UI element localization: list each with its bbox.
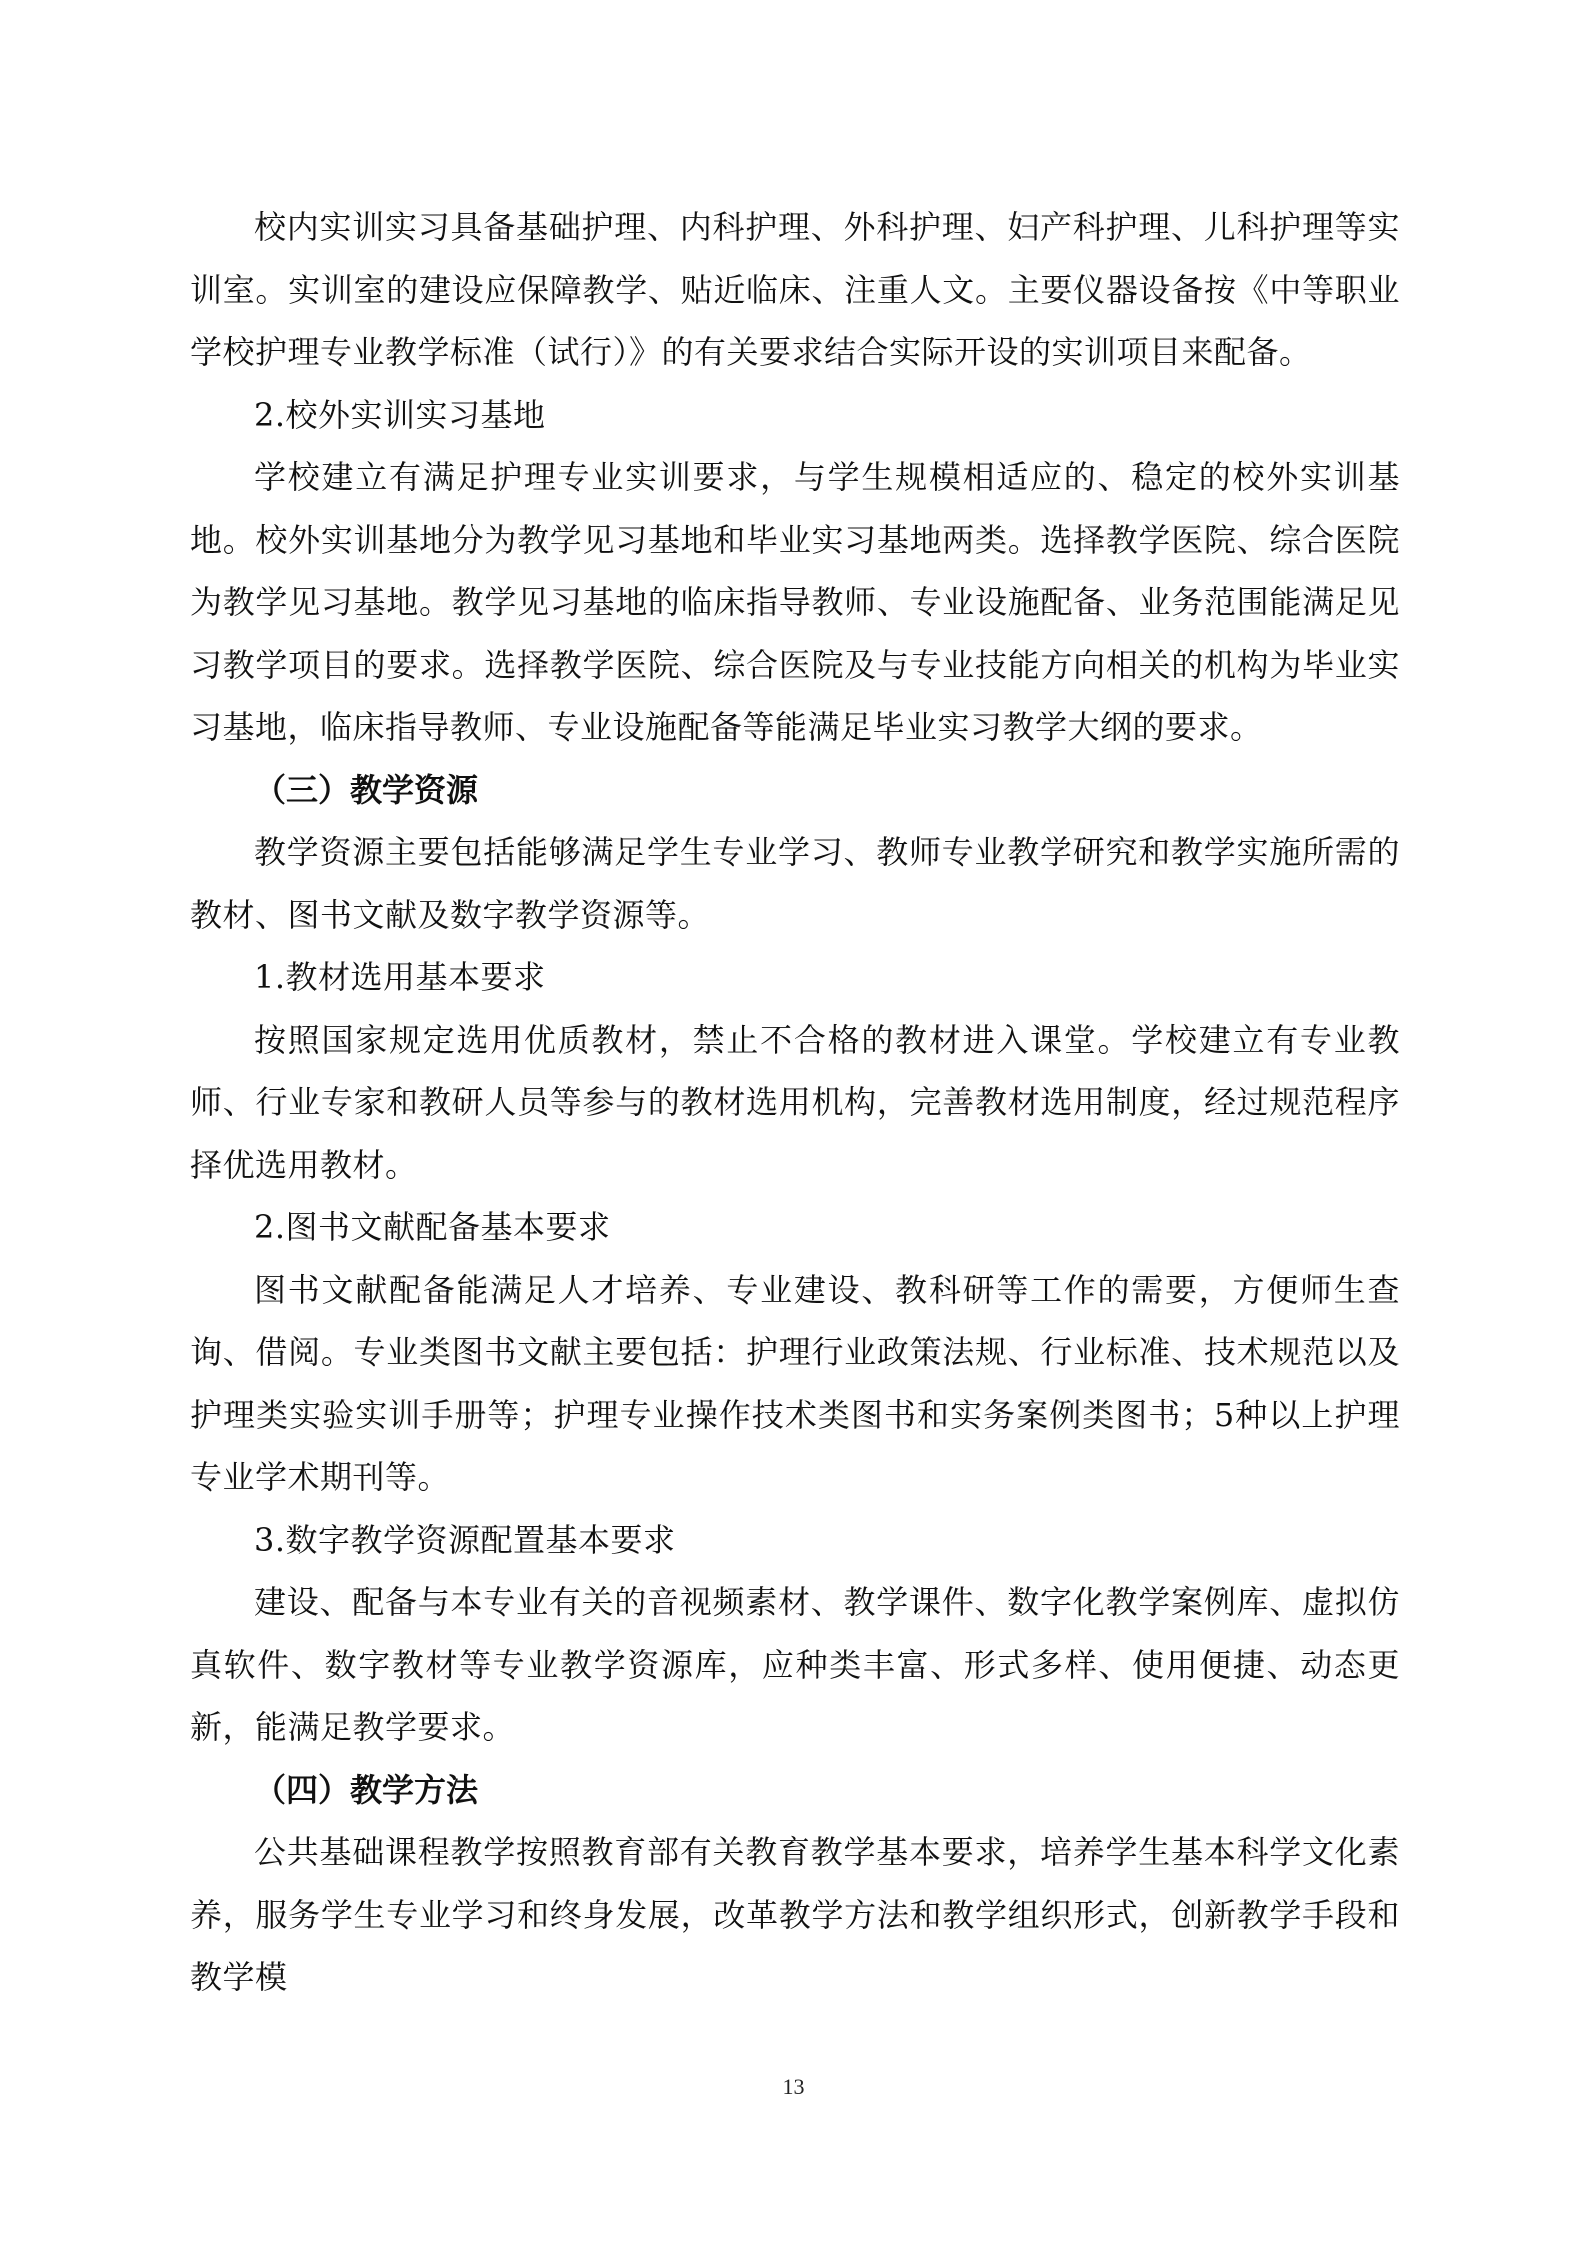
subheading-textbook-selection: 1.教材选用基本要求	[254, 958, 546, 996]
subheading-offsite-training-base: 2.校外实训实习基地	[254, 395, 546, 434]
paragraph-textbook-selection: 按照国家规定选用优质教材，禁止不合格的教材进入课堂。学校建立有专业教师、行业专家和教研人员等参与的教材选用机构，完善教材选用制度，经过规范程序择优选用教材。	[190, 1020, 1400, 1184]
paragraph-teaching-resources: 教学资源主要包括能够满足学生专业学习、教师专业教学研究和教学实施所需的教材、图书文献及数字教学资源等。	[190, 833, 1400, 934]
page-body	[190, 196, 1400, 2009]
page-number: 13	[782, 2074, 805, 2099]
paragraph-digital-resources: 建设、配备与本专业有关的音视频素材、教学课件、数字化教学案例库、虚拟仿真软件、数字教材等专业教学资源库，应种类丰富、形式多样、使用便捷、动态更新，能满足教学要求。	[190, 1583, 1400, 1746]
paragraph-onsite-training-rooms: 校内实训实习具备基础护理、内科护理、外科护理、妇产科护理、儿科护理等实训室。实训室的建设应保障教学、贴近临床、注重人文。主要仪器设备按《中等职业学校护理专业教学标准（试行）》的有关要求结合实际开设的实训项目来配备。	[190, 208, 1400, 371]
paragraph-offsite-training-base: 学校建立有满足护理专业实训要求，与学生规模相适应的、稳定的校外实训基地。校外实训基地分为教学见习基地和毕业实习基地两类。选择教学医院、综合医院为教学见习基地。教学见习基地的临床指导教师、专业设施配备、业务范围能满足见习教学项目的要求。选择教学医院、综合医院及与专业技能方向相关的机构为毕业实习基地，临床指导教师、专业设施配备等能满足毕业实习教学大纲的要求。	[190, 458, 1400, 746]
subheading-digital-resources: 3.数字教学资源配置基本要求	[254, 1520, 676, 1559]
paragraph-library-resources: 图书文献配备能满足人才培养、专业建设、教科研等工作的需要，方便师生查询、借阅。专业类图书文献主要包括：护理行业政策法规、行业标准、技术规范以及护理类实验实训手册等；护理专业操作技术类图书和实务案例类图书；5种以上护理专业学术期刊等。	[190, 1270, 1400, 1496]
section-heading-teaching-resources: （三）教学资源	[254, 770, 479, 809]
paragraph-teaching-methods: 公共基础课程教学按照教育部有关教育教学基本要求，培养学生基本科学文化素养，服务学生专业学习和终身发展，改革教学方法和教学组织形式，创新教学手段和教学模	[190, 1833, 1400, 1996]
section-heading-teaching-methods: （四）教学方法	[254, 1770, 479, 1809]
subheading-library-resources: 2.图书文献配备基本要求	[254, 1208, 611, 1246]
